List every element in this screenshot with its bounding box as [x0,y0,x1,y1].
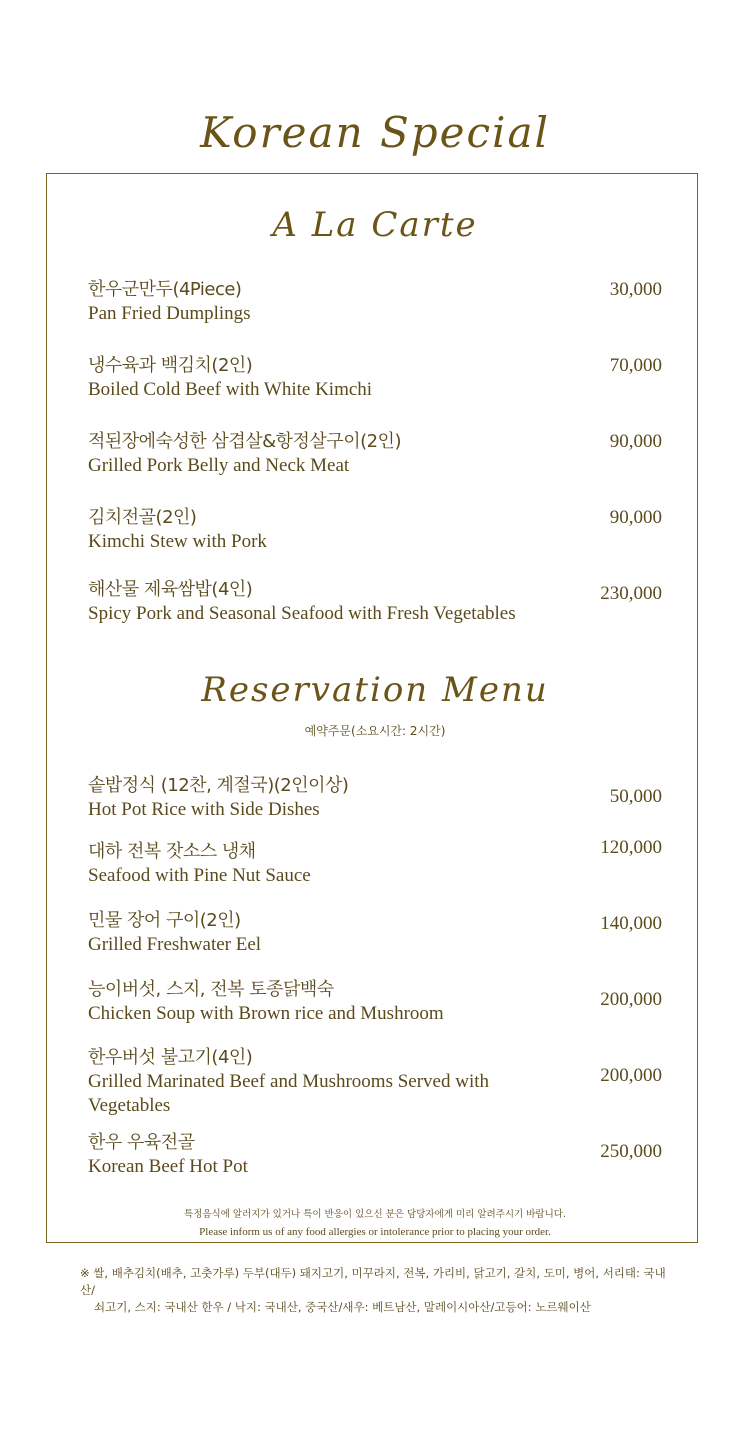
origin-notice-line-2: 쇠고기, 스지: 국내산 한우 / 낙지: 국내산, 중국산/새우: 베트남산, 말레이시아산/고등어: 노르웨이산 [94,1300,591,1314]
reservation-menu-title: Reservation Menu [201,670,549,710]
allergy-notice-en: Please inform us of any food allergies or intolerance prior to placing your order. [199,1226,551,1238]
item-name-en: Chicken Soup with Brown rice and Mushroom [88,1003,444,1024]
item-price: 30,000 [609,279,662,300]
item-name-ko: 대하 전복 잣소스 냉채 [88,841,256,862]
item-name-ko: 김치전골(2인) [88,507,197,528]
item-name-en: Kimchi Stew with Pork [88,531,267,552]
item-price: 50,000 [609,786,662,807]
allergy-notice-ko: 특정음식에 알러지가 있거나 특이 반응이 있으신 분은 담당자에게 미리 알려주시기 바랍니다. [184,1209,566,1220]
item-price: 90,000 [609,507,662,528]
item-name-ko: 적된장에숙성한 삼겹살&항정살구이(2인) [88,431,401,452]
item-name-ko: 능이버섯, 스지, 전복 토종닭백숙 [88,979,334,1000]
item-name-en: Boiled Cold Beef with White Kimchi [88,379,373,400]
item-name-ko: 냉수육과 백김치(2인) [88,355,253,376]
menu-title: Korean Special [200,108,550,157]
item-name-en: Grilled Marinated Beef and Mushrooms Served with Vegetables [88,1071,490,1116]
item-price: 120,000 [600,837,662,858]
item-price: 140,000 [600,913,662,934]
item-name-en: Korean Beef Hot Pot [88,1156,248,1177]
item-price: 200,000 [600,989,662,1010]
item-price: 230,000 [600,583,662,604]
item-price: 200,000 [600,1065,662,1086]
origin-notice [80,1265,680,1316]
item-price: 250,000 [600,1141,662,1162]
item-name-ko: 한우군만두(4Piece) [88,279,242,300]
item-name-en: Grilled Pork Belly and Neck Meat [88,455,350,476]
item-name-ko: 솥밥정식 (12찬, 계절국)(2인이상) [88,775,349,796]
item-price: 90,000 [609,431,662,452]
reservation-note: 예약주문(소요시간: 2시간) [304,724,446,738]
item-name-ko: 한우 우육전골 [88,1132,195,1153]
item-name-ko: 민물 장어 구이(2인) [88,910,241,931]
item-name-en: Grilled Freshwater Eel [88,934,262,955]
item-name-en: Hot Pot Rice with Side Dishes [88,799,320,820]
item-name-en: Spicy Pork and Seasonal Seafood with Fresh Vegetables [88,603,516,624]
item-price: 70,000 [609,355,662,376]
origin-notice-line-1: ※ 쌀, 배추김치(배추, 고춧가루) 두부(대두) 돼지고기, 미꾸라지, 전복, 가리비, 닭고기, 갈치, 도미, 병어, 서리태: 국내산/ [80,1266,666,1297]
item-name-en: Seafood with Pine Nut Sauce [88,865,311,886]
item-name-ko: 한우버섯 불고기(4인) [88,1047,253,1068]
a-la-carte-title: A La Carte [272,205,478,245]
item-name-ko: 해산물 제육쌈밥(4인) [88,579,253,600]
item-name-en: Pan Fried Dumplings [88,303,251,324]
